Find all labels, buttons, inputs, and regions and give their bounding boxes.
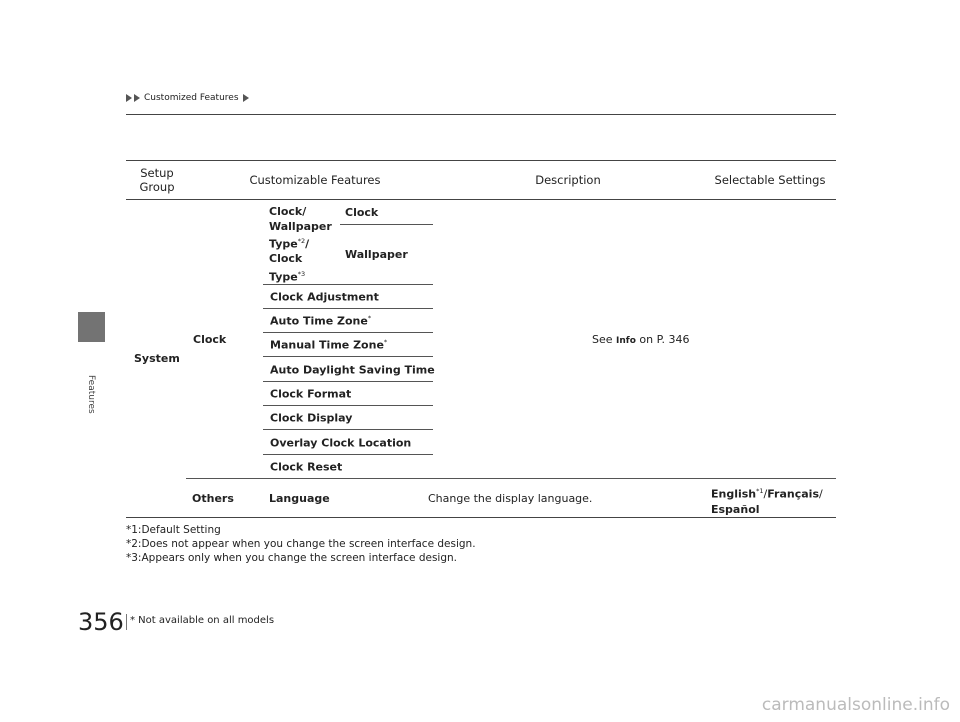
feature-clock-wallpaper-type: Clock/ Wallpaper Type$^{*2}$/ Clock Type$^{*3}$ [269,205,332,284]
item-overlay-clock-location: Overlay Clock Location [270,436,412,450]
note-1: *1:Default Setting [126,524,221,536]
feature-others: Others [192,492,234,505]
row-divider [263,332,433,333]
feature-clock: Clock [193,333,227,346]
item-auto-daylight-saving-time: Auto Daylight Saving Time [270,363,435,377]
header-bottom-rule [126,199,836,200]
table-top-rule [126,160,836,161]
subfeature-clock: Clock [345,206,379,219]
row-divider [263,284,433,285]
subfeature-wallpaper: Wallpaper [345,248,408,261]
row-divider [263,454,433,455]
breadcrumb [126,93,249,103]
triangle-arrow-icon [134,94,140,102]
item-clock-adjustment: Clock Adjustment [270,290,379,304]
clock-description-reference: See Info on P. 346 [592,333,690,346]
language-settings: English$^{*1}$/Français/ Español [711,487,823,516]
breadcrumb-label: Customized Features [144,93,239,103]
table-bottom-rule [126,517,836,518]
row-divider [263,381,433,382]
row-divider [186,478,836,479]
row-divider [263,429,433,430]
table-notes [126,523,476,565]
row-divider [263,356,433,357]
triangle-arrow-icon [126,94,132,102]
item-clock-reset: Clock Reset [270,460,343,474]
row-divider [340,224,433,225]
header-customizable-features: Customizable Features [249,173,381,187]
item-clock-display: Clock Display [270,411,353,425]
watermark: carmanualsonline.info [761,695,950,715]
item-auto-time-zone: Auto Time Zone* [270,314,372,328]
language-description: Change the display language. [428,492,593,505]
row-divider [263,405,433,406]
row-divider [263,308,433,309]
page-number: 356 [78,608,124,636]
header-description: Description [535,173,601,187]
header-selectable-settings: Selectable Settings [714,173,826,187]
section-tab-marker [78,312,105,342]
footer-divider [126,614,127,630]
item-clock-format: Clock Format [270,387,352,401]
note-3: *3:Appears only when you change the screen interface design. [126,552,458,564]
availability-footnote: * Not available on all models [130,615,275,626]
header-setup-group: Setup Group [139,166,175,194]
section-tab-label: Features [86,375,96,414]
note-2: *2:Does not appear when you change the screen interface design. [126,538,476,550]
triangle-arrow-icon [243,94,249,102]
feature-language: Language [269,492,330,505]
setup-group-system: System [134,352,180,365]
header-rule [126,114,836,115]
info-link[interactable]: Info [616,336,636,346]
item-manual-time-zone: Manual Time Zone* [270,338,388,352]
